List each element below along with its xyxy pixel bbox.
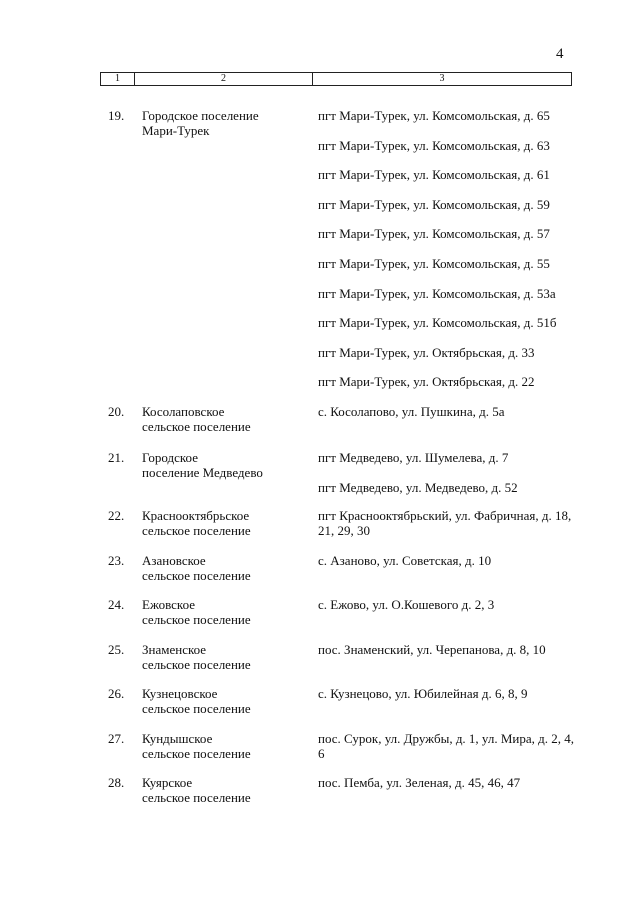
address-list bbox=[318, 731, 582, 761]
settlement-name-line: сельское поселение bbox=[142, 568, 251, 583]
address: пос. Знаменский, ул. Черепанова, д. 8, 10 bbox=[318, 642, 546, 657]
settlement-name-line: Азановское bbox=[142, 553, 206, 568]
settlement-name-line: сельское поселение bbox=[142, 419, 251, 434]
settlement-name bbox=[142, 404, 312, 434]
address: пгт Мари-Турек, ул. Октябрьская, д. 22 bbox=[318, 374, 535, 390]
address: пгт Мари-Турек, ул. Октябрьская, д. 33 bbox=[318, 344, 535, 360]
address: пгт Мари-Турек, ул. Комсомольская, д. 57 bbox=[318, 226, 550, 242]
address: пгт Краснооктябрьский, ул. Фабричная, д. 18, 21, 29, 30 bbox=[318, 508, 572, 538]
settlement-name bbox=[142, 642, 312, 672]
settlement-name bbox=[142, 553, 312, 583]
settlement-name bbox=[142, 731, 312, 761]
settlement-name-line: Косолаповское bbox=[142, 404, 225, 419]
row-number: 20. bbox=[108, 404, 125, 419]
settlement-name-line: сельское поселение bbox=[142, 523, 251, 538]
address: пгт Мари-Турек, ул. Комсомольская, д. 63 bbox=[318, 137, 550, 153]
header-col-3: 3 bbox=[439, 73, 445, 84]
row-number: 27. bbox=[108, 731, 125, 746]
settlement-name bbox=[142, 508, 312, 538]
settlement-name-line: Городское поселение bbox=[142, 108, 259, 123]
address: пгт Медведево, ул. Шумелева, д. 7 bbox=[318, 450, 509, 465]
settlement-name-line: Знаменское bbox=[142, 642, 207, 657]
settlement-name-line: Краснооктябрьское bbox=[142, 508, 250, 523]
settlement-name bbox=[142, 597, 312, 627]
settlement-name bbox=[142, 450, 312, 480]
settlement-name-line: Мари-Турек bbox=[142, 123, 210, 138]
address: пгт Мари-Турек, ул. Комсомольская, д. 55 bbox=[318, 255, 550, 271]
row-number: 24. bbox=[108, 597, 125, 612]
address: пос. Сурок, ул. Дружбы, д. 1, ул. Мира, д. 2, 4, 6 bbox=[318, 731, 574, 761]
settlement-name-line: Городское bbox=[142, 450, 198, 465]
address: пос. Пемба, ул. Зеленая, д. 45, 46, 47 bbox=[318, 775, 521, 790]
address: с. Азаново, ул. Советская, д. 10 bbox=[318, 553, 492, 568]
row-number: 23. bbox=[108, 553, 125, 568]
row-number: 25. bbox=[108, 642, 125, 657]
settlement-name-line: Кундышское bbox=[142, 731, 213, 746]
settlement-name-line: сельское поселение bbox=[142, 701, 251, 716]
settlement-name bbox=[142, 108, 312, 138]
address: с. Кузнецово, ул. Юбилейная д. 6, 8, 9 bbox=[318, 686, 528, 701]
address-list bbox=[318, 108, 582, 389]
address: пгт Мари-Турек, ул. Комсомольская, д. 51б bbox=[318, 315, 557, 331]
address: с. Косолапово, ул. Пушкина, д. 5а bbox=[318, 404, 505, 419]
address: пгт Мари-Турек, ул. Комсомольская, д. 61 bbox=[318, 167, 550, 183]
address-list bbox=[318, 775, 582, 790]
address-list bbox=[318, 450, 582, 495]
row-number: 19. bbox=[108, 108, 125, 123]
header-col-1: 1 bbox=[101, 73, 135, 85]
settlement-name-line: сельское поселение bbox=[142, 612, 251, 627]
header-col-2: 2 bbox=[135, 73, 313, 85]
address: пгт Мари-Турек, ул. Комсомольская, д. 53а bbox=[318, 285, 556, 301]
table-header bbox=[100, 72, 572, 86]
address: пгт Мари-Турек, ул. Комсомольская, д. 59 bbox=[318, 196, 550, 212]
page-number: 4 bbox=[556, 46, 564, 62]
settlement-name-line: сельское поселение bbox=[142, 790, 251, 805]
address: пгт Мари-Турек, ул. Комсомольская, д. 65 bbox=[318, 108, 550, 123]
row-number: 22. bbox=[108, 508, 125, 523]
settlement-name-line: поселение Медведево bbox=[142, 465, 263, 480]
address-list bbox=[318, 508, 582, 538]
address-list bbox=[318, 553, 582, 568]
row-number: 28. bbox=[108, 775, 125, 790]
address: с. Ежово, ул. О.Кошевого д. 2, 3 bbox=[318, 597, 495, 612]
settlement-name bbox=[142, 775, 312, 805]
address-list bbox=[318, 404, 582, 419]
settlement-name-line: Куярское bbox=[142, 775, 193, 790]
address-list bbox=[318, 642, 582, 657]
address: пгт Медведево, ул. Медведево, д. 52 bbox=[318, 479, 518, 495]
settlement-name-line: сельское поселение bbox=[142, 657, 251, 672]
row-number: 26. bbox=[108, 686, 125, 701]
settlement-name-line: сельское поселение bbox=[142, 746, 251, 761]
settlement-name-line: Кузнецовское bbox=[142, 686, 218, 701]
row-number: 21. bbox=[108, 450, 125, 465]
settlement-name-line: Ежовское bbox=[142, 597, 196, 612]
address-list bbox=[318, 597, 582, 612]
address-list bbox=[318, 686, 582, 701]
settlement-name bbox=[142, 686, 312, 716]
